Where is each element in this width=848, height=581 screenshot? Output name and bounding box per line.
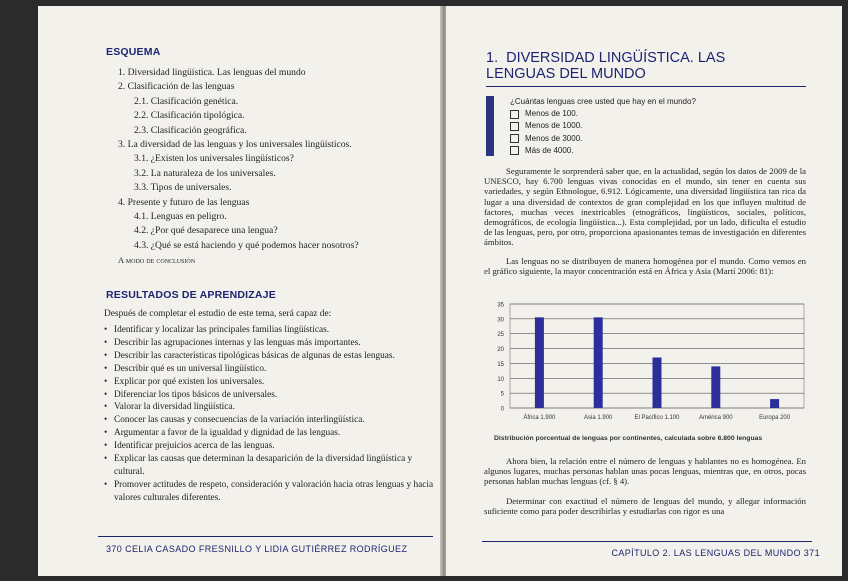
paragraph-3: Ahora bien, la relación entre el número de lenguas y hablantes no es homogénea. En algunos lugares, muchas personas hablan unas pocas lenguas, mientras que, en otros, pocas personas hablan muchas lenguas (cf. § 4). (484, 456, 806, 487)
outline-item: 2.2. Clasificación tipológica. (134, 110, 245, 122)
checkbox-icon[interactable] (510, 134, 519, 143)
goal-item: • Argumentar a favor de la igualdad y dignidad de las lenguas. (104, 427, 434, 440)
quiz-option[interactable] (510, 145, 696, 157)
goal-item: • Conocer las causas y consecuencias de la variación interlingüística. (104, 414, 434, 427)
chart-caption: Distribución porcentual de lenguas por continentes, calculada sobre 6.800 lenguas (494, 435, 763, 442)
goal-item: • Explicar por qué existen los universales. (104, 376, 434, 389)
bar (594, 317, 603, 408)
chapter-title (486, 50, 786, 82)
chapter-title-text: DIVERSIDAD LINGÜÍSTICA. LAS LENGUAS DEL MUNDO (486, 50, 726, 82)
y-tick-label: 30 (497, 317, 504, 324)
bar (770, 399, 779, 408)
checkbox-icon[interactable] (510, 122, 519, 131)
outline-item: 2.1. Clasificación genética. (134, 95, 239, 107)
goal-item: • Explicar las causas que determinan la desaparición de la diversidad lingüística y cultural. (104, 453, 434, 479)
quiz-option-label: Más de 4000. (525, 145, 574, 155)
goal-item: • Identificar prejuicios acerca de las lenguas. (104, 440, 434, 453)
outline-item: 3. La diversidad de las lenguas y los universales lingüísticos. (118, 139, 352, 151)
right-footer: CAPÍTULO 2. LAS LENGUAS DEL MUNDO 371 (611, 548, 820, 558)
right-page (446, 6, 842, 576)
quiz-option-label: Menos de 1000. (525, 121, 583, 131)
quiz-option[interactable] (510, 108, 696, 120)
bar (535, 317, 544, 408)
x-tick-label: El Pacífico 1.100 (634, 415, 680, 421)
left-footer: 370 CELIA CASADO FRESNILLO Y LIDIA GUTIÉRREZ RODRÍGUEZ (106, 544, 408, 554)
bar (711, 366, 720, 408)
footer-rule (98, 536, 433, 537)
quiz-box (510, 96, 696, 157)
paragraph-1: Seguramente le sorprenderá saber que, en la actualidad, según los datos de 2009 de la UNESCO, hay 6.700 lenguas vivas conocidas en el mundo, sin tener en cuenta sus variedades, y según Ethnologue, 6.912. Lógicamente, una diversidad lingüística tan rica da lugar a una diversidad de contextos de gran complejidad en los que influyen multitud de factores, muchas veces inextricables (etnográficos, lingüísticos, sociales, políticos, demográficos, de ecología lingüística...). Esta complejidad, por un lado, dificulta el estudio de las lenguas, pero, por otro, proporciona apasionantes temas de investigación en diferentes ámbitos. (484, 166, 806, 248)
y-tick-label: 0 (500, 406, 504, 413)
outline-item: 1. Diversidad lingüística. Las lenguas del mundo (118, 67, 306, 78)
goal-item: • Valorar la diversidad lingüística. (104, 401, 434, 414)
x-tick-label: África 1.900 (523, 415, 556, 421)
x-tick-label: Europa 200 (759, 415, 791, 421)
goal-item: • Promover actitudes de respeto, consideración y valoración hacia otras lenguas y hacia valores culturales diferentes. (104, 479, 434, 505)
paragraph-2: Las lenguas no se distribuyen de manera homogénea por el mundo. Como vemos en el gráfico siguiente, la mayor concentración está en África y Asia (Martí 2006: 81): (484, 256, 806, 277)
goals-heading: RESULTADOS DE APRENDIZAJE (106, 289, 276, 301)
goal-item: • Identificar y localizar las principales familias lingüísticas. (104, 324, 434, 337)
chapter-rule (486, 86, 806, 87)
outline-item: 3.1. ¿Existen los universales lingüísticos? (134, 153, 294, 165)
y-tick-label: 25 (497, 332, 504, 339)
chapter-number: 1. (486, 50, 499, 66)
quiz-option-label: Menos de 100. (525, 109, 578, 119)
x-tick-label: Asia 1.900 (584, 415, 613, 421)
outline-item: A modo de conclusión (118, 255, 196, 266)
outline-item: 3.2. La naturaleza de los universales. (134, 167, 276, 179)
quiz-question: ¿Cuántas lenguas cree usted que hay en el mundo? (510, 97, 696, 106)
y-tick-label: 10 (497, 376, 504, 383)
outline-item: 2. Clasificación de las lenguas (118, 81, 235, 93)
quiz-accent-bar (486, 96, 494, 156)
goal-item: • Describir las agrupaciones internas y las lenguas más importantes. (104, 337, 434, 350)
left-page (38, 6, 442, 576)
outline-item: 4.3. ¿Qué se está haciendo y qué podemos hacer nosotros? (134, 239, 359, 251)
goal-item: • Diferenciar los tipos básicos de universales. (104, 389, 434, 402)
y-tick-label: 5 (500, 391, 504, 398)
quiz-option-label: Menos de 3000. (525, 133, 583, 143)
x-tick-label: América 900 (698, 415, 733, 421)
goals-intro: Después de completar el estudio de este tema, será capaz de: (104, 309, 332, 319)
y-tick-label: 20 (497, 347, 504, 354)
footer-rule (482, 541, 812, 542)
outline-heading: ESQUEMA (106, 46, 161, 58)
outline-item: 3.3. Tipos de universales. (134, 182, 232, 194)
outline-list (118, 66, 359, 268)
outline-item: 4. Presente y futuro de las lenguas (118, 196, 250, 208)
outline-item: 4.1. Lenguas en peligro. (134, 211, 227, 223)
outline-item: 2.3. Clasificación geográfica. (134, 124, 247, 136)
bar (653, 357, 662, 408)
y-tick-label: 35 (497, 302, 504, 309)
y-tick-label: 15 (497, 361, 504, 368)
paragraph-4: Determinar con exactitud el número de lenguas del mundo, y allegar información suficiente como para poder describirlas y estudiarlas con rigor es una (484, 496, 806, 517)
quiz-option[interactable] (510, 133, 696, 145)
outline-item: 4.2. ¿Por qué desaparece una lengua? (134, 225, 278, 237)
checkbox-icon[interactable] (510, 146, 519, 155)
goal-item: • Describir qué es un universal lingüístico. (104, 363, 434, 376)
goal-item: • Describir las características tipológicas básicas de algunas de estas lenguas. (104, 350, 434, 363)
checkbox-icon[interactable] (510, 110, 519, 119)
language-distribution-chart (482, 296, 812, 431)
goals-list (104, 324, 434, 505)
quiz-option[interactable] (510, 120, 696, 132)
